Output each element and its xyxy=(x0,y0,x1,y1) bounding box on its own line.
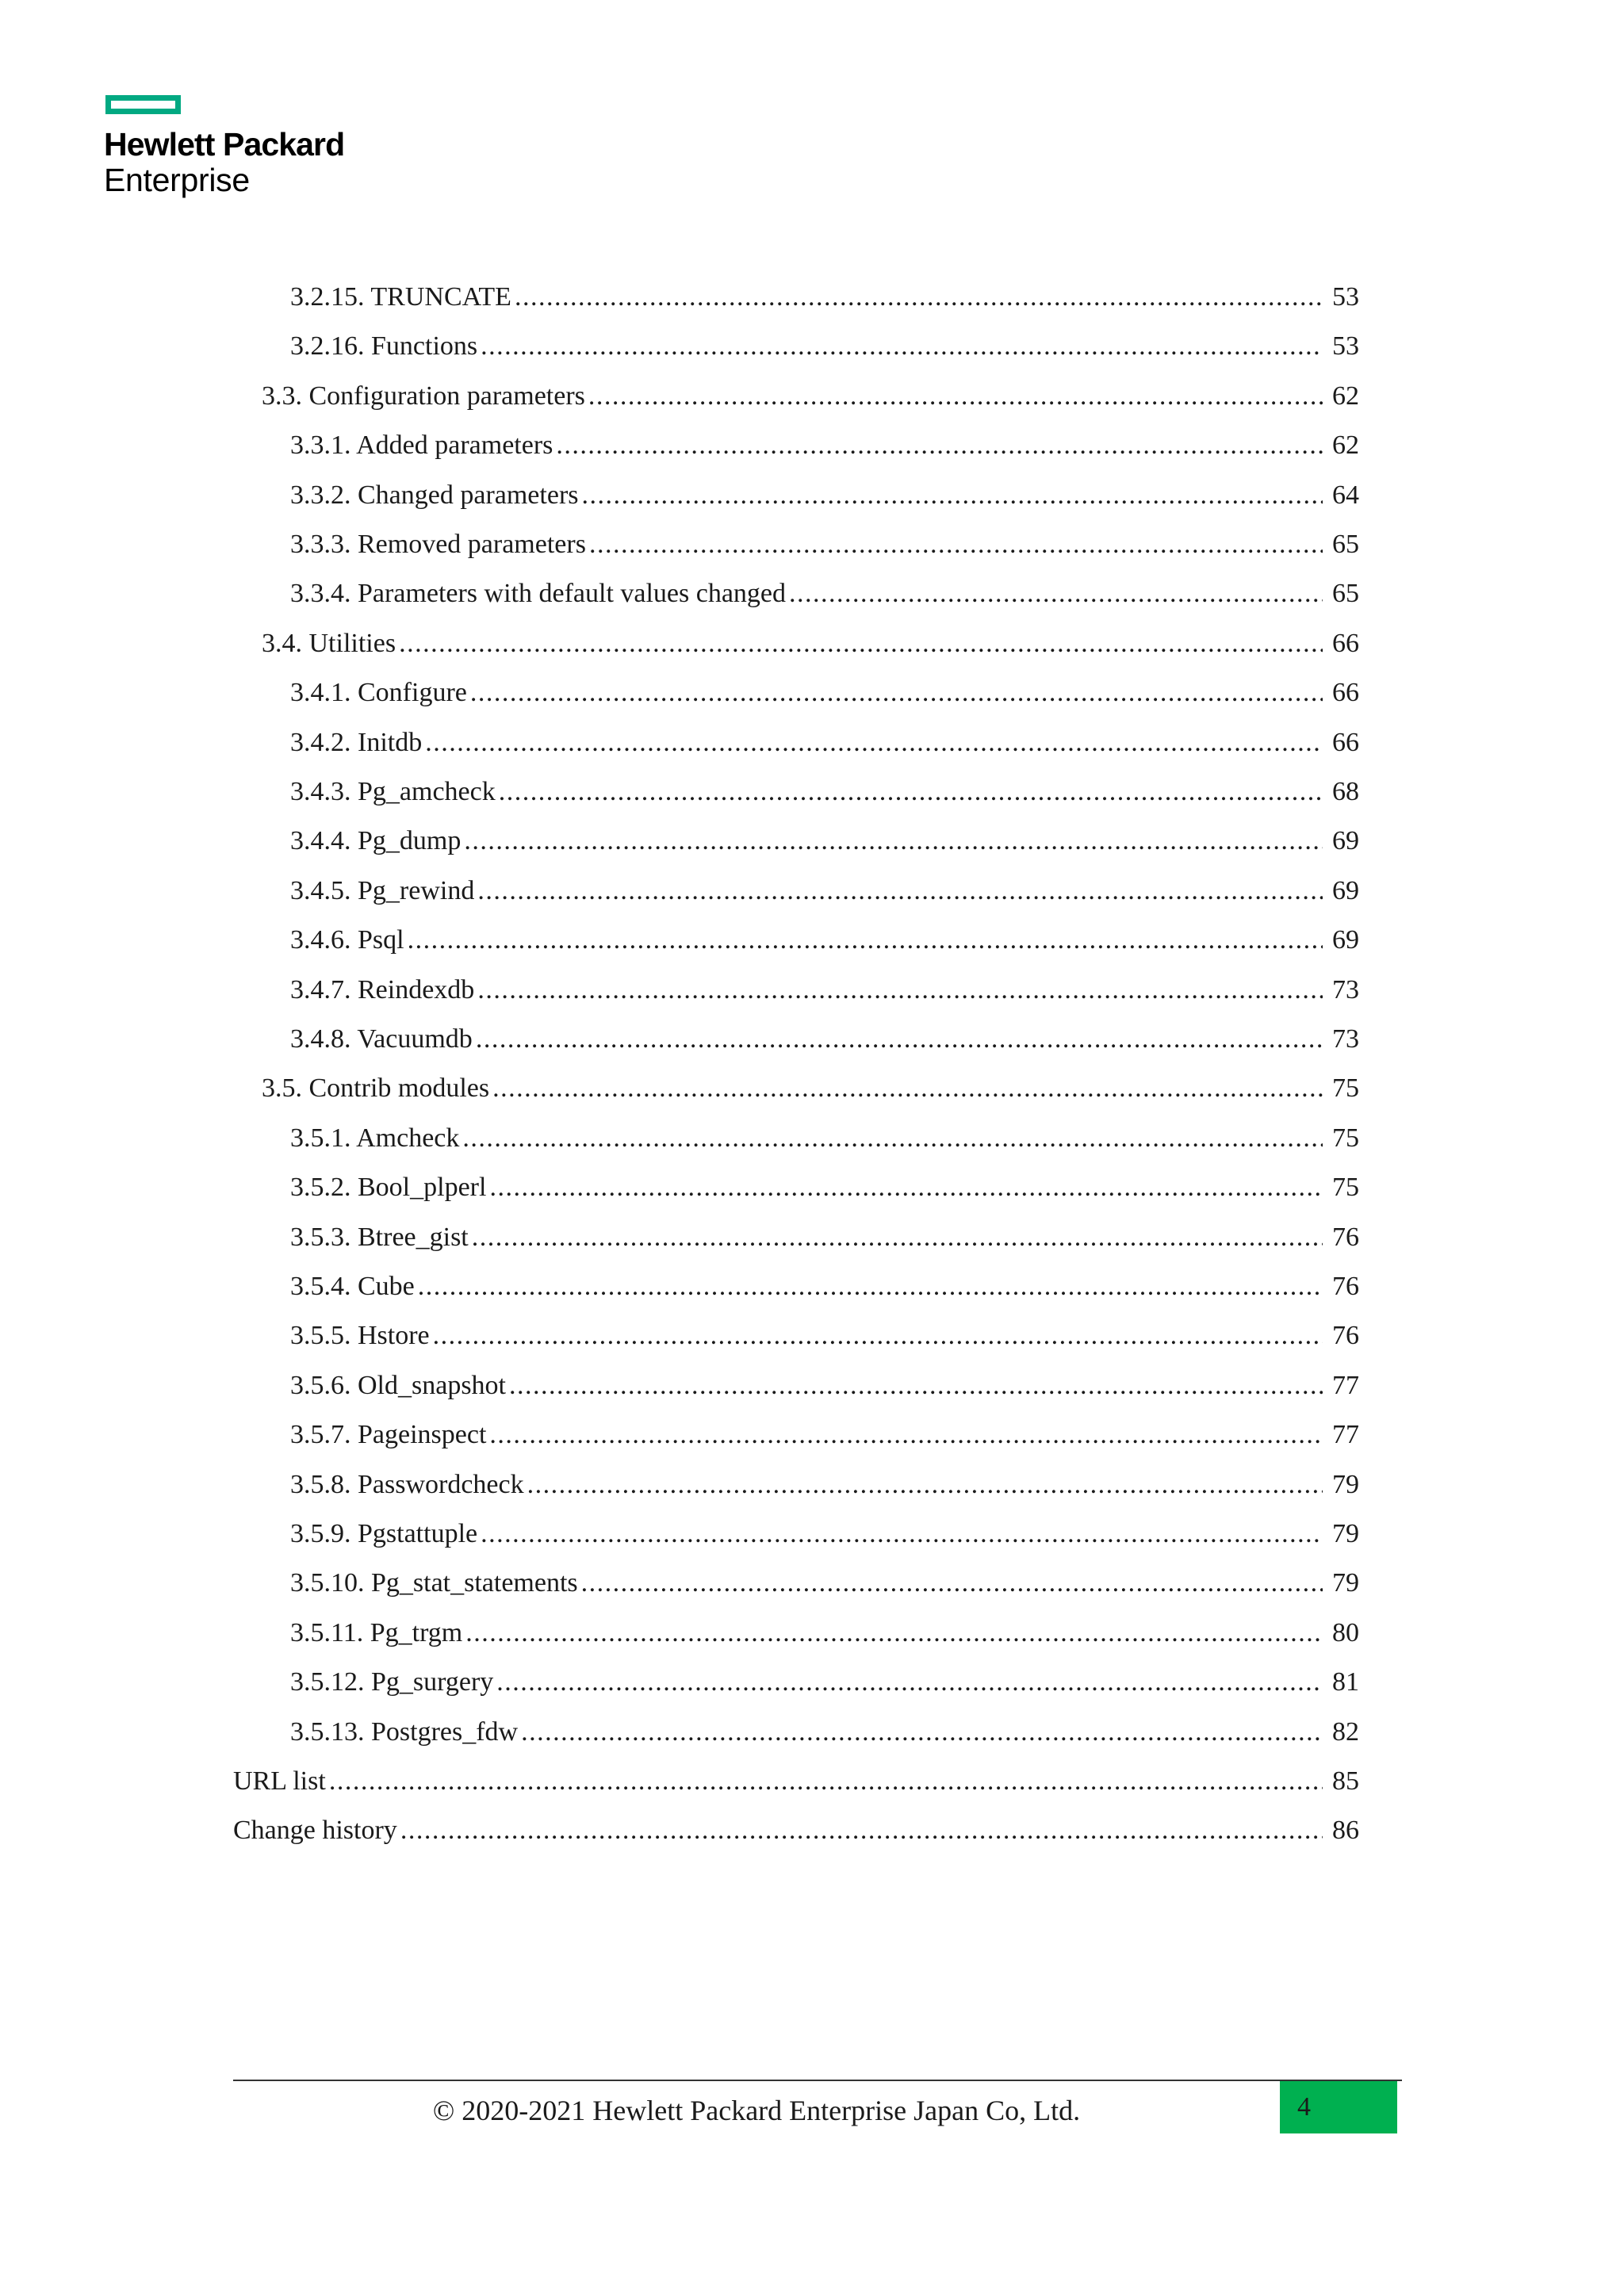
toc-entry-page: 75 xyxy=(1332,1173,1359,1203)
toc-entry[interactable] xyxy=(233,1762,1359,1800)
toc-dot-leader xyxy=(470,674,1323,712)
toc-entry[interactable] xyxy=(290,327,1359,365)
toc-entry[interactable] xyxy=(290,1367,1359,1405)
toc-entry-title: 3.5.12. Pg_surgery xyxy=(290,1667,494,1697)
toc-dot-leader xyxy=(527,1466,1323,1504)
toc-dot-leader xyxy=(329,1762,1323,1800)
toc-entry[interactable] xyxy=(290,1614,1359,1652)
toc-dot-leader xyxy=(418,1268,1323,1306)
toc-entry-page: 79 xyxy=(1332,1519,1359,1548)
toc-entry-page: 75 xyxy=(1332,1073,1359,1104)
toc-entry[interactable] xyxy=(290,476,1359,515)
toc-entry[interactable] xyxy=(290,278,1359,316)
toc-dot-leader xyxy=(481,1515,1323,1553)
toc-entry[interactable] xyxy=(290,1663,1359,1701)
toc-entry[interactable] xyxy=(290,526,1359,564)
logo-wordmark-line2: Enterprise xyxy=(104,162,250,198)
toc-entry-title: 3.4.8. Vacuumdb xyxy=(290,1024,473,1054)
toc-entry-title: 3.5.4. Cube xyxy=(290,1272,415,1301)
toc-entry[interactable] xyxy=(262,377,1359,415)
toc-dot-leader xyxy=(464,822,1323,860)
toc-entry-title: 3.5.6. Old_snapshot xyxy=(290,1370,506,1400)
toc-entry-title: 3.4. Utilities xyxy=(262,628,396,658)
toc-entry-page: 77 xyxy=(1332,1420,1359,1450)
toc-entry[interactable] xyxy=(290,1317,1359,1355)
toc-entry-page: 73 xyxy=(1332,1024,1359,1054)
toc-entry[interactable] xyxy=(262,1070,1359,1108)
toc-dot-leader xyxy=(556,427,1323,465)
toc-dot-leader xyxy=(433,1317,1323,1355)
toc-entry[interactable] xyxy=(290,1268,1359,1306)
toc-entry-title: 3.3.2. Changed parameters xyxy=(290,480,579,510)
toc-entry[interactable] xyxy=(290,822,1359,860)
toc-entry[interactable] xyxy=(290,773,1359,811)
toc-dot-leader xyxy=(400,1812,1323,1850)
toc-entry[interactable] xyxy=(233,1812,1359,1850)
toc-dot-leader xyxy=(489,1169,1323,1207)
toc-entry-page: 69 xyxy=(1332,826,1359,856)
toc-entry-page: 62 xyxy=(1332,381,1359,411)
toc-dot-leader xyxy=(589,526,1323,564)
toc-dot-leader xyxy=(492,1070,1323,1108)
toc-entry-page: 79 xyxy=(1332,1568,1359,1598)
toc-entry-page: 76 xyxy=(1332,1321,1359,1351)
toc-entry-title: 3.5.8. Passwordcheck xyxy=(290,1469,524,1499)
toc-dot-leader xyxy=(509,1367,1323,1405)
toc-entry-title: Change history xyxy=(233,1816,397,1846)
toc-entry-title: 3.5.10. Pg_stat_statements xyxy=(290,1568,578,1598)
toc-entry[interactable] xyxy=(290,1020,1359,1058)
toc-entry-page: 75 xyxy=(1332,1123,1359,1153)
footer-page-number: 4 xyxy=(1280,2081,1397,2133)
toc-entry[interactable] xyxy=(290,872,1359,910)
toc-entry-page: 66 xyxy=(1332,678,1359,708)
toc-dot-leader xyxy=(477,971,1323,1009)
toc-entry[interactable] xyxy=(290,1219,1359,1257)
toc-entry-title: 3.3. Configuration parameters xyxy=(262,381,585,411)
toc-entry[interactable] xyxy=(290,724,1359,762)
toc-entry-page: 65 xyxy=(1332,579,1359,609)
toc-dot-leader xyxy=(425,724,1323,762)
toc-entry-title: 3.5.5. Hstore xyxy=(290,1321,430,1351)
toc-entry-title: 3.4.3. Pg_amcheck xyxy=(290,777,496,806)
toc-entry[interactable] xyxy=(290,575,1359,613)
toc-entry-title: 3.5.13. Postgres_fdw xyxy=(290,1716,519,1747)
toc-entry-title: 3.4.1. Configure xyxy=(290,678,467,708)
footer-copyright: © 2020-2021 Hewlett Packard Enterprise Japan Co, Ltd. xyxy=(432,2095,1081,2126)
toc-dot-leader xyxy=(521,1713,1323,1751)
toc-entry-page: 62 xyxy=(1332,430,1359,461)
toc-entry[interactable] xyxy=(290,1564,1359,1602)
toc-dot-leader xyxy=(496,1663,1323,1701)
toc-entry[interactable] xyxy=(290,1466,1359,1504)
toc-entry-page: 79 xyxy=(1332,1469,1359,1499)
toc-entry-page: 82 xyxy=(1332,1716,1359,1747)
toc-entry-title: 3.4.4. Pg_dump xyxy=(290,826,462,856)
toc-entry[interactable] xyxy=(290,971,1359,1009)
toc-entry-title: 3.5.1. Amcheck xyxy=(290,1123,460,1153)
toc-entry-page: 53 xyxy=(1332,282,1359,312)
toc-entry-title: 3.5.9. Pgstattuple xyxy=(290,1519,478,1548)
toc-dot-leader xyxy=(499,773,1323,811)
toc-dot-leader xyxy=(582,476,1323,515)
toc-entry-title: 3.4.6. Psql xyxy=(290,925,404,955)
toc-entry-page: 68 xyxy=(1332,777,1359,806)
toc-entry-page: 66 xyxy=(1332,628,1359,658)
footer-divider xyxy=(233,2080,1402,2081)
toc-dot-leader xyxy=(481,327,1323,365)
toc-dot-leader xyxy=(515,278,1323,316)
toc-entry-page: 66 xyxy=(1332,727,1359,757)
toc-entry-page: 81 xyxy=(1332,1667,1359,1697)
toc-entry-page: 77 xyxy=(1332,1370,1359,1400)
toc-dot-leader xyxy=(588,377,1323,415)
toc-entry-title: 3.3.3. Removed parameters xyxy=(290,530,586,559)
toc-entry[interactable] xyxy=(290,1713,1359,1751)
toc-dot-leader xyxy=(789,575,1323,613)
toc-entry[interactable] xyxy=(290,1515,1359,1553)
toc-dot-leader xyxy=(476,1020,1323,1058)
toc-entry[interactable] xyxy=(290,1416,1359,1454)
toc-dot-leader xyxy=(465,1614,1323,1652)
toc-entry[interactable] xyxy=(290,427,1359,465)
toc-entry-title: 3.2.15. TRUNCATE xyxy=(290,282,511,312)
toc-entry-title: 3.3.1. Added parameters xyxy=(290,430,553,461)
toc-entry-title: 3.3.4. Parameters with default values changed xyxy=(290,579,787,609)
toc-entry[interactable] xyxy=(290,1119,1359,1158)
toc-entry-page: 86 xyxy=(1332,1816,1359,1846)
toc-entry-page: 64 xyxy=(1332,480,1359,510)
logo-wordmark-line1: Hewlett Packard xyxy=(104,126,345,163)
toc-dot-leader xyxy=(399,625,1323,663)
toc-entry-title: 3.5.2. Bool_plperl xyxy=(290,1173,487,1203)
toc-dot-leader xyxy=(581,1564,1323,1602)
toc-entry-title: 3.5.11. Pg_trgm xyxy=(290,1617,463,1647)
toc-dot-leader xyxy=(462,1119,1323,1158)
toc-entry-page: 69 xyxy=(1332,875,1359,905)
toc-entry-title: 3.4.7. Reindexdb xyxy=(290,974,475,1004)
toc-entry-page: 76 xyxy=(1332,1272,1359,1301)
toc-entry-page: 80 xyxy=(1332,1617,1359,1647)
toc-entry-title: 3.4.5. Pg_rewind xyxy=(290,875,475,905)
toc-entry[interactable] xyxy=(262,625,1359,663)
toc-entry[interactable] xyxy=(290,1169,1359,1207)
toc-dot-leader xyxy=(408,921,1323,959)
toc-entry-title: URL list xyxy=(233,1766,326,1796)
toc-entry-title: 3.5.7. Pageinspect xyxy=(290,1420,487,1450)
hpe-logo-element-icon xyxy=(105,95,181,114)
toc-entry-page: 53 xyxy=(1332,331,1359,362)
toc-entry-page: 85 xyxy=(1332,1766,1359,1796)
toc-entry-title: 3.5.3. Btree_gist xyxy=(290,1222,469,1252)
toc-entry-title: 3.4.2. Initdb xyxy=(290,727,423,757)
toc-entry[interactable] xyxy=(290,921,1359,959)
toc-entry-title: 3.2.16. Functions xyxy=(290,331,478,362)
toc-entry-page: 69 xyxy=(1332,925,1359,955)
toc-dot-leader xyxy=(477,872,1323,910)
toc-dot-leader xyxy=(489,1416,1323,1454)
toc-entry-page: 73 xyxy=(1332,974,1359,1004)
toc-entry-page: 76 xyxy=(1332,1222,1359,1252)
toc-entry-title: 3.5. Contrib modules xyxy=(262,1073,490,1104)
toc-dot-leader xyxy=(472,1219,1323,1257)
toc-entry[interactable] xyxy=(290,674,1359,712)
toc-entry-page: 65 xyxy=(1332,530,1359,559)
